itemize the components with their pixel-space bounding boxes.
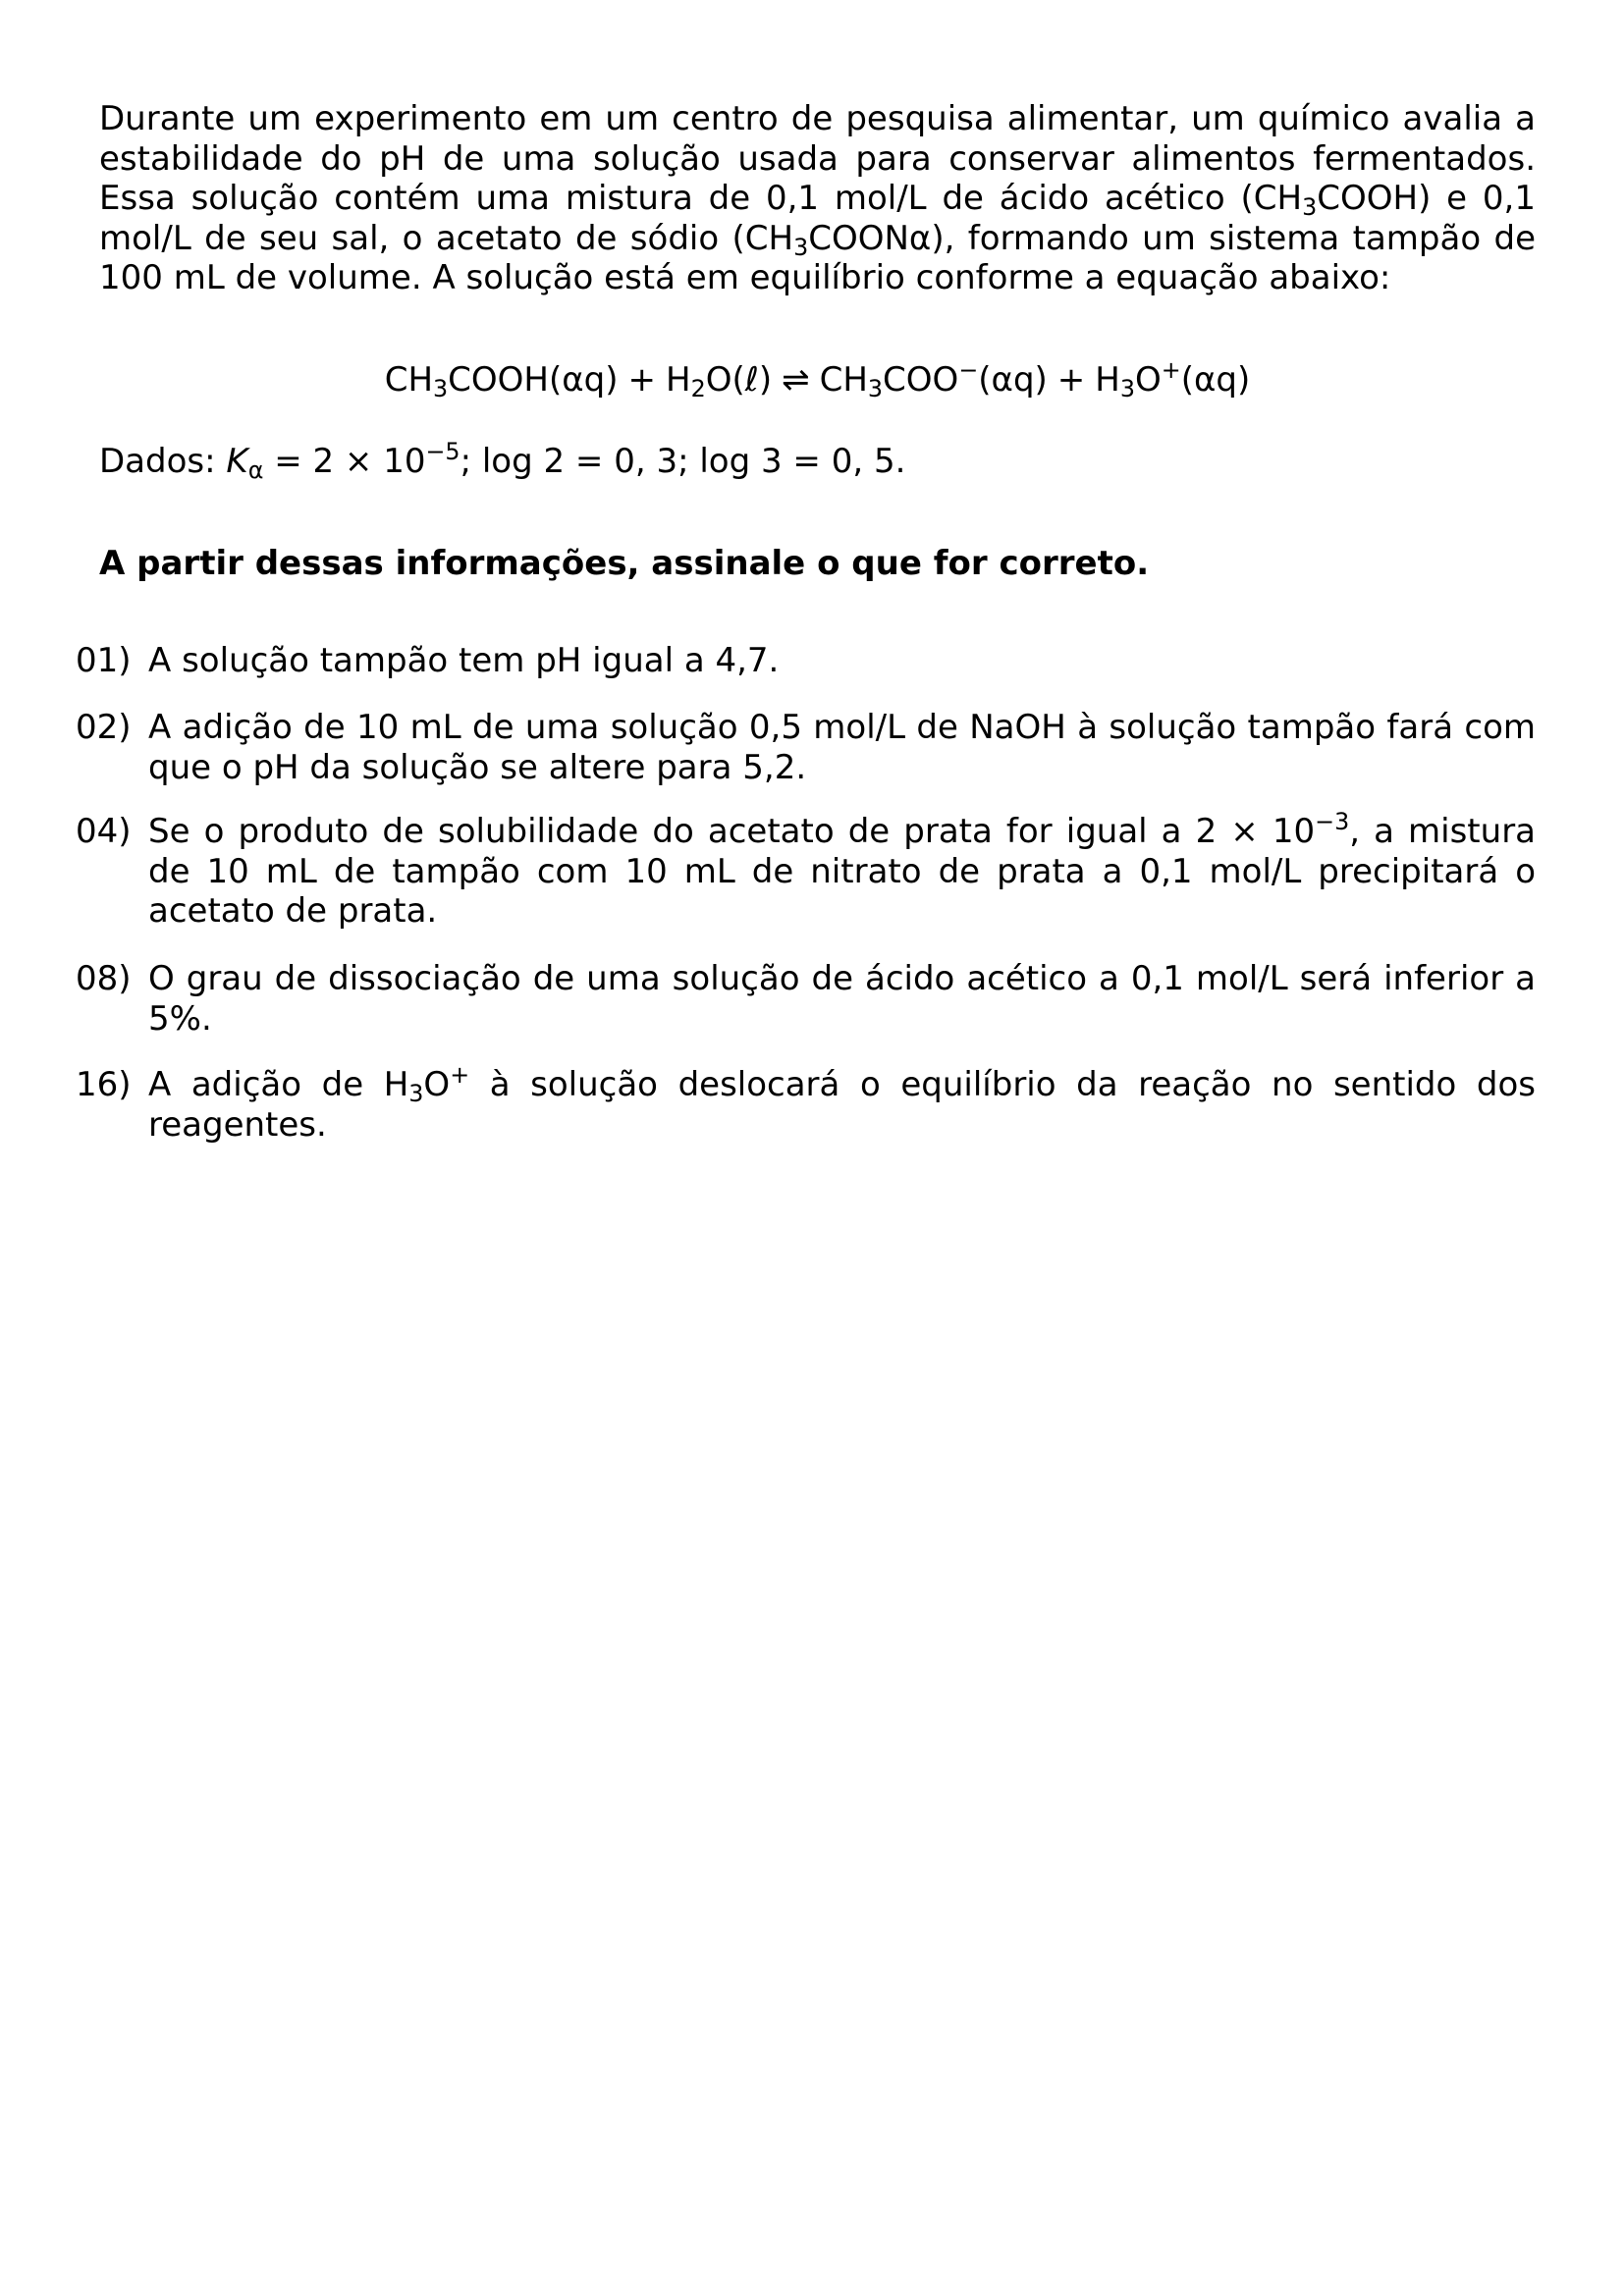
product-acetate: $CH_3COO^-(\alpha q)$ — [819, 355, 1048, 402]
ka-symbol: K — [226, 442, 248, 481]
log-values: ; log 2 = 0, 3; log 3 = 0, 5. — [460, 442, 906, 481]
option-text: O grau de dissociação de uma solução de ácido acético a 0,1 mol/L será inferior a 5%. — [148, 959, 1536, 1039]
intro-text-3: COONα), formando um sistema tampão de 100 mL de volume. A solução está em equilíbrio conforme a equação abaixo: — [99, 218, 1536, 297]
intro-subscript-1: 3 — [1302, 192, 1318, 221]
option-number: 16) — [76, 1065, 132, 1104]
plus-sign-1: + — [627, 360, 657, 400]
option-02 — [76, 708, 1536, 787]
chemical-equation — [99, 355, 1536, 402]
data-label: Dados: — [99, 442, 216, 481]
option-16 — [76, 1060, 1536, 1145]
option-01 — [76, 641, 1536, 681]
ka-value: = 2 × 10 — [274, 442, 426, 481]
intro-paragraph — [99, 99, 1536, 298]
option-04 — [76, 807, 1537, 932]
reactant-water: $H_2O(\ell)$ — [666, 360, 773, 402]
option-text: A adição de $H_3O^+$ à solução deslocará o equilíbrio da reação no sentido dos reagentes. — [148, 1060, 1536, 1145]
product-hydronium: $H_3O^+(\alpha q)$ — [1095, 355, 1251, 402]
question-prompt: A partir dessas informações, assinale o que for correto. — [99, 544, 1150, 583]
option-number: 04) — [76, 812, 132, 851]
option-text: A adição de 10 mL de uma solução 0,5 mol/L de NaOH à solução tampão fará com que o pH da solução se altere para 5,2. — [148, 708, 1536, 787]
option-number: 01) — [76, 641, 132, 680]
option-number: 02) — [76, 708, 132, 747]
option-text: A solução tampão tem pH igual a 4,7. — [148, 641, 780, 680]
equilibrium-arrow: ⇌ — [782, 360, 810, 400]
option-text: Se o produto de solubilidade do acetato de prata for igual a $2 \times 10^{-3}$, a mistura de 10 mL de tampão com 10 mL de nitrato de prata a 0,1 mol/L precipitará o acetato de prata. — [148, 807, 1537, 931]
option-08 — [76, 959, 1536, 1039]
intro-text-1: Durante um experimento em um centro de pesquisa alimentar, um químico avalia a estabilidade do pH de uma solução usada para conservar alimentos fermentados. Essa solução contém uma mistura de 0,1 mol/L de ácido acético (CH — [99, 99, 1536, 218]
option-number: 08) — [76, 959, 132, 998]
intro-text-2: COOH) e 0,1 mol/L de seu sal, o acetato de sódio (CH — [99, 179, 1536, 258]
plus-sign-2: + — [1056, 360, 1086, 400]
ka-exponent: −5 — [425, 437, 460, 465]
intro-subscript-2: 3 — [793, 233, 809, 261]
given-data — [99, 437, 1536, 484]
ka-subscript: α — [247, 455, 264, 484]
reactant-acetic-acid: $CH_3COOH(\alpha q)$ — [384, 360, 619, 402]
